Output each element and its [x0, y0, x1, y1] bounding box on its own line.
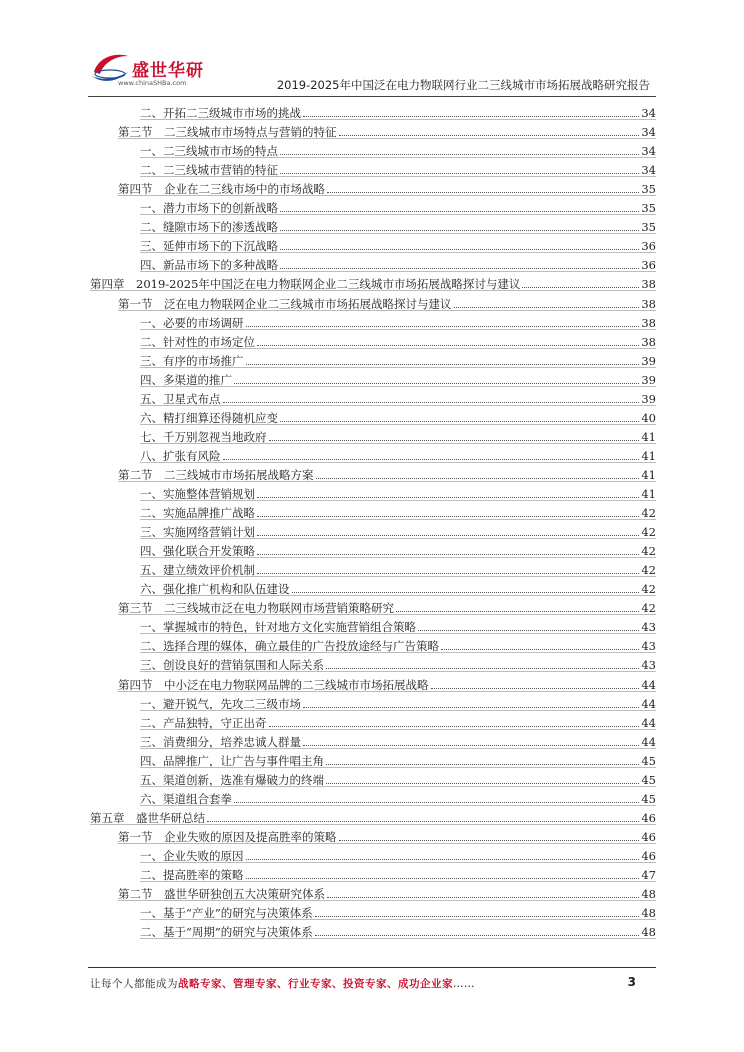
toc-entry-page: 34 [641, 106, 656, 120]
toc-entry[interactable] [118, 882, 656, 901]
toc-entry[interactable] [118, 177, 656, 196]
toc-dot-leader [315, 935, 640, 936]
toc-entry-title: 第四章 2019-2025年中国泛在电力物联网企业二三线城市市场拓展战略探讨与建议 [90, 277, 521, 292]
toc-entry-page: 41 [641, 467, 656, 482]
toc-entry-title: 二、开拓二三级城市市场的挑战 [140, 106, 301, 120]
toc-entry-page: 42 [641, 506, 656, 521]
toc-entry-title: 一、避开锐气，先攻二三级市场 [140, 696, 301, 711]
toc-entry-page: 44 [641, 696, 656, 711]
toc-entry[interactable] [140, 653, 656, 672]
toc-entry-page: 48 [641, 925, 656, 940]
toc-dot-leader [522, 287, 639, 288]
page-header [0, 0, 744, 100]
toc-entry-page: 41 [641, 429, 656, 444]
toc-entry-title: 一、潜力市场下的创新战略 [140, 201, 278, 216]
document-title: 2019-2025年中国泛在电力物联网行业二三线城市市场拓展战略研究报告 [276, 78, 650, 92]
toc-entry-title: 一、掌握城市的特色，针对地方文化实施营销组合策略 [140, 620, 416, 635]
toc-dot-leader [269, 440, 640, 441]
toc-entry-page: 40 [641, 410, 656, 425]
toc-dot-leader [269, 726, 640, 727]
toc-entry[interactable] [118, 292, 656, 311]
toc-dot-leader [292, 592, 640, 593]
toc-entry[interactable] [90, 272, 656, 291]
toc-entry-page: 39 [641, 353, 656, 368]
toc-entry-title: 第二节 二三线城市市场拓展战略方案 [118, 467, 314, 482]
toc-entry[interactable] [140, 101, 656, 120]
toc-entry-page: 38 [641, 315, 656, 330]
toc-entry-page: 48 [641, 887, 656, 902]
toc-entry[interactable] [140, 539, 656, 558]
toc-dot-leader [339, 840, 640, 841]
toc-entry[interactable] [140, 444, 656, 463]
toc-entry-page: 43 [641, 658, 656, 673]
toc-entry-title: 一、实施整体营销规划 [140, 487, 255, 501]
footer-slogan [90, 976, 475, 991]
toc-entry-title: 三、创设良好的营销氛围和人际关系 [140, 658, 324, 673]
toc-dot-leader [441, 649, 639, 650]
toc-entry[interactable] [140, 311, 656, 330]
toc-dot-leader [223, 402, 640, 403]
logo-url: www.chinaSHBa.com [118, 79, 187, 87]
toc-entry-page: 38 [641, 334, 656, 349]
toc-entry-title: 二、缝隙市场下的渗透战略 [140, 220, 278, 235]
toc-entry[interactable] [118, 596, 656, 615]
toc-dot-leader [315, 916, 640, 917]
toc-dot-leader [257, 554, 639, 555]
toc-entry-page: 45 [641, 772, 656, 787]
toc-dot-leader [280, 154, 639, 155]
toc-entry-page: 42 [641, 563, 656, 578]
toc-dot-leader [257, 345, 639, 346]
toc-entry[interactable] [140, 844, 656, 863]
toc-entry-page: 48 [641, 906, 656, 921]
toc-dot-leader [303, 116, 639, 117]
toc-dot-leader [246, 364, 640, 365]
toc-entry-title: 五、渠道创新，选准有爆破力的终端 [140, 772, 324, 787]
toc-entry-page: 35 [641, 220, 656, 235]
toc-entry-title: 第三节 二三线城市市场特点与营销的特征 [118, 125, 337, 140]
toc-dot-leader [326, 668, 639, 669]
toc-entry[interactable] [140, 349, 656, 368]
toc-entry-page: 46 [641, 810, 656, 825]
toc-dot-leader [326, 783, 639, 784]
toc-dot-leader [280, 421, 639, 422]
toc-entry-title: 二、基于“周期”的研究与决策体系 [140, 925, 313, 940]
toc-entry-title: 五、卫星式布点 [140, 391, 221, 406]
toc-entry-page: 36 [641, 239, 656, 254]
toc-entry-title: 四、品牌推广，让广告与事件唱主角 [140, 753, 324, 768]
toc-entry-page: 39 [641, 372, 656, 387]
toc-dot-leader [280, 173, 639, 174]
toc-dot-leader [207, 821, 639, 822]
toc-dot-leader [223, 459, 640, 460]
toc-entry[interactable] [140, 425, 656, 444]
toc-entry-page: 34 [641, 144, 656, 159]
toc-entry-page: 44 [641, 677, 656, 692]
toc-dot-leader [303, 745, 639, 746]
toc-entry-page: 42 [641, 525, 656, 540]
toc-entry[interactable] [140, 901, 656, 920]
toc-entry-title: 第一节 泛在电力物联网企业二三线城市市场拓展战略探讨与建议 [118, 296, 452, 311]
toc-dot-leader [454, 307, 640, 308]
toc-entry-title: 一、基于“产业”的研究与决策体系 [140, 906, 313, 921]
toc-entry[interactable] [140, 787, 656, 806]
toc-entry[interactable] [140, 330, 656, 349]
toc-entry-page: 44 [641, 715, 656, 730]
toc-entry[interactable] [140, 139, 656, 158]
toc-dot-leader [339, 135, 640, 136]
toc-entry[interactable] [140, 501, 656, 520]
toc-entry[interactable] [140, 482, 656, 501]
toc-dot-leader [280, 230, 639, 231]
toc-entry[interactable] [140, 368, 656, 387]
toc-entry-title: 六、强化推广机构和队伍建设 [140, 582, 290, 597]
toc-entry[interactable] [140, 692, 656, 711]
slogan-suffix: …… [453, 978, 475, 990]
toc-entry-title: 第二节 盛世华研独创五大决策研究体系 [118, 887, 325, 902]
toc-entry-page: 43 [641, 620, 656, 635]
toc-dot-leader [326, 764, 639, 765]
toc-entry-title: 四、新品市场下的多种战略 [140, 258, 278, 273]
toc-entry-page: 43 [641, 639, 656, 654]
toc-entry-title: 四、强化联合开发策略 [140, 544, 255, 559]
toc-entry-page: 36 [641, 258, 656, 273]
toc-entry-page: 38 [641, 296, 656, 311]
toc-entry-title: 第四节 企业在二三线市场中的市场战略 [118, 182, 325, 197]
toc-entry-page: 38 [641, 277, 656, 292]
toc-entry-page: 35 [641, 201, 656, 216]
company-logo [88, 50, 208, 94]
toc-entry-title: 二、产品独特，守正出奇 [140, 715, 267, 730]
toc-entry-title: 二、二三线城市营销的特征 [140, 163, 278, 178]
toc-entry[interactable] [118, 120, 656, 139]
toc-entry-title: 三、有序的市场推广 [140, 353, 244, 368]
toc-entry[interactable] [140, 387, 656, 406]
toc-dot-leader [257, 516, 639, 517]
toc-dot-leader [246, 878, 640, 879]
toc-dot-leader [280, 211, 639, 212]
toc-entry-title: 一、必要的市场调研 [140, 315, 244, 330]
toc-entry-page: 45 [641, 791, 656, 806]
toc-entry[interactable] [140, 577, 656, 596]
toc-entry-title: 六、精打细算还得随机应变 [140, 410, 278, 425]
toc-row-rule [140, 938, 656, 939]
toc-entry-page: 45 [641, 753, 656, 768]
toc-entry[interactable] [140, 558, 656, 577]
toc-entry[interactable] [90, 806, 656, 825]
toc-entry[interactable] [140, 768, 656, 787]
toc-dot-leader [234, 802, 639, 803]
toc-entry[interactable] [140, 520, 656, 539]
toc-entry[interactable] [140, 215, 656, 234]
toc-entry-page: 34 [641, 125, 656, 140]
slogan-highlight: 战略专家、管理专家、行业专家、投资专家、成功企业家 [178, 978, 453, 990]
toc-entry[interactable] [140, 749, 656, 768]
toc-entry-title: 五、建立绩效评价机制 [140, 563, 255, 578]
toc-dot-leader [327, 192, 639, 193]
toc-entry[interactable] [140, 615, 656, 634]
toc-entry-title: 八、扩张有风险 [140, 448, 221, 463]
toc-entry[interactable] [140, 234, 656, 253]
toc-entry-title: 第一节 企业失败的原因及提高胜率的策略 [118, 829, 337, 844]
toc-dot-leader [257, 497, 639, 498]
toc-entry-page: 42 [641, 601, 656, 616]
toc-entry-title: 四、多渠道的推广 [140, 372, 232, 387]
toc-entry[interactable] [140, 711, 656, 730]
toc-entry-title: 三、延伸市场下的下沉战略 [140, 239, 278, 254]
toc-entry-page: 46 [641, 829, 656, 844]
toc-entry-title: 二、提高胜率的策略 [140, 868, 244, 882]
toc-entry[interactable] [140, 406, 656, 425]
toc-dot-leader [234, 383, 639, 384]
toc-dot-leader [280, 249, 639, 250]
toc-entry-page: 35 [641, 182, 656, 197]
toc-dot-leader [396, 611, 639, 612]
toc-dot-leader [316, 478, 640, 479]
toc-dot-leader [280, 268, 639, 269]
toc-dot-leader [327, 897, 639, 898]
toc-entry-title: 一、企业失败的原因 [140, 848, 244, 863]
toc-dot-leader [257, 573, 639, 574]
toc-entry[interactable] [140, 863, 656, 882]
toc-entry-page: 34 [641, 163, 656, 178]
toc-entry-title: 六、渠道组合套拳 [140, 791, 232, 806]
header-divider [88, 96, 656, 97]
toc-dot-leader [257, 535, 639, 536]
toc-entry[interactable] [140, 920, 656, 939]
toc-entry[interactable] [140, 730, 656, 749]
toc-entry[interactable] [118, 673, 656, 692]
logo-text: 盛世华研 [132, 61, 204, 81]
toc-entry-page: 39 [641, 391, 656, 406]
toc-dot-leader [303, 707, 639, 708]
toc-entry-title: 三、实施网络营销计划 [140, 525, 255, 540]
footer-divider [88, 967, 656, 968]
toc-entry-title: 七、千万别忽视当地政府 [140, 429, 267, 444]
toc-entry-title: 二、实施品牌推广战略 [140, 506, 255, 521]
toc-entry[interactable] [140, 158, 656, 177]
slogan-prefix: 让每个人都能成为 [90, 978, 178, 990]
toc-dot-leader [431, 688, 640, 689]
toc-dot-leader [246, 326, 640, 327]
toc-entry-title: 第四节 中小泛在电力物联网品牌的二三线城市市场拓展战略 [118, 677, 429, 692]
toc-entry[interactable] [140, 196, 656, 215]
toc-entry-title: 二、选择合理的媒体，确立最佳的广告投放途经与广告策略 [140, 639, 439, 654]
toc-entry-page: 44 [641, 734, 656, 749]
toc-entry[interactable] [140, 634, 656, 653]
toc-entry-page: 47 [641, 868, 656, 882]
toc-entry[interactable] [118, 825, 656, 844]
toc-entry-title: 第五章 盛世华研总结 [90, 810, 205, 825]
toc-entry-page: 42 [641, 544, 656, 559]
page-number: 3 [627, 975, 636, 989]
toc-entry-page: 41 [641, 487, 656, 501]
toc-entry[interactable] [140, 253, 656, 272]
toc-entry-title: 三、消费细分，培养忠诚人群量 [140, 734, 301, 749]
toc-dot-leader [246, 859, 640, 860]
toc-dot-leader [418, 630, 639, 631]
toc-entry-title: 一、二三线城市市场的特点 [140, 144, 278, 159]
toc-entry-page: 46 [641, 848, 656, 863]
toc-entry[interactable] [118, 463, 656, 482]
toc-entry-page: 42 [641, 582, 656, 597]
toc-entry-title: 第三节 二三线城市泛在电力物联网市场营销策略研究 [118, 601, 394, 616]
toc-entry-page: 41 [641, 448, 656, 463]
toc-entry-title: 二、针对性的市场定位 [140, 334, 255, 349]
